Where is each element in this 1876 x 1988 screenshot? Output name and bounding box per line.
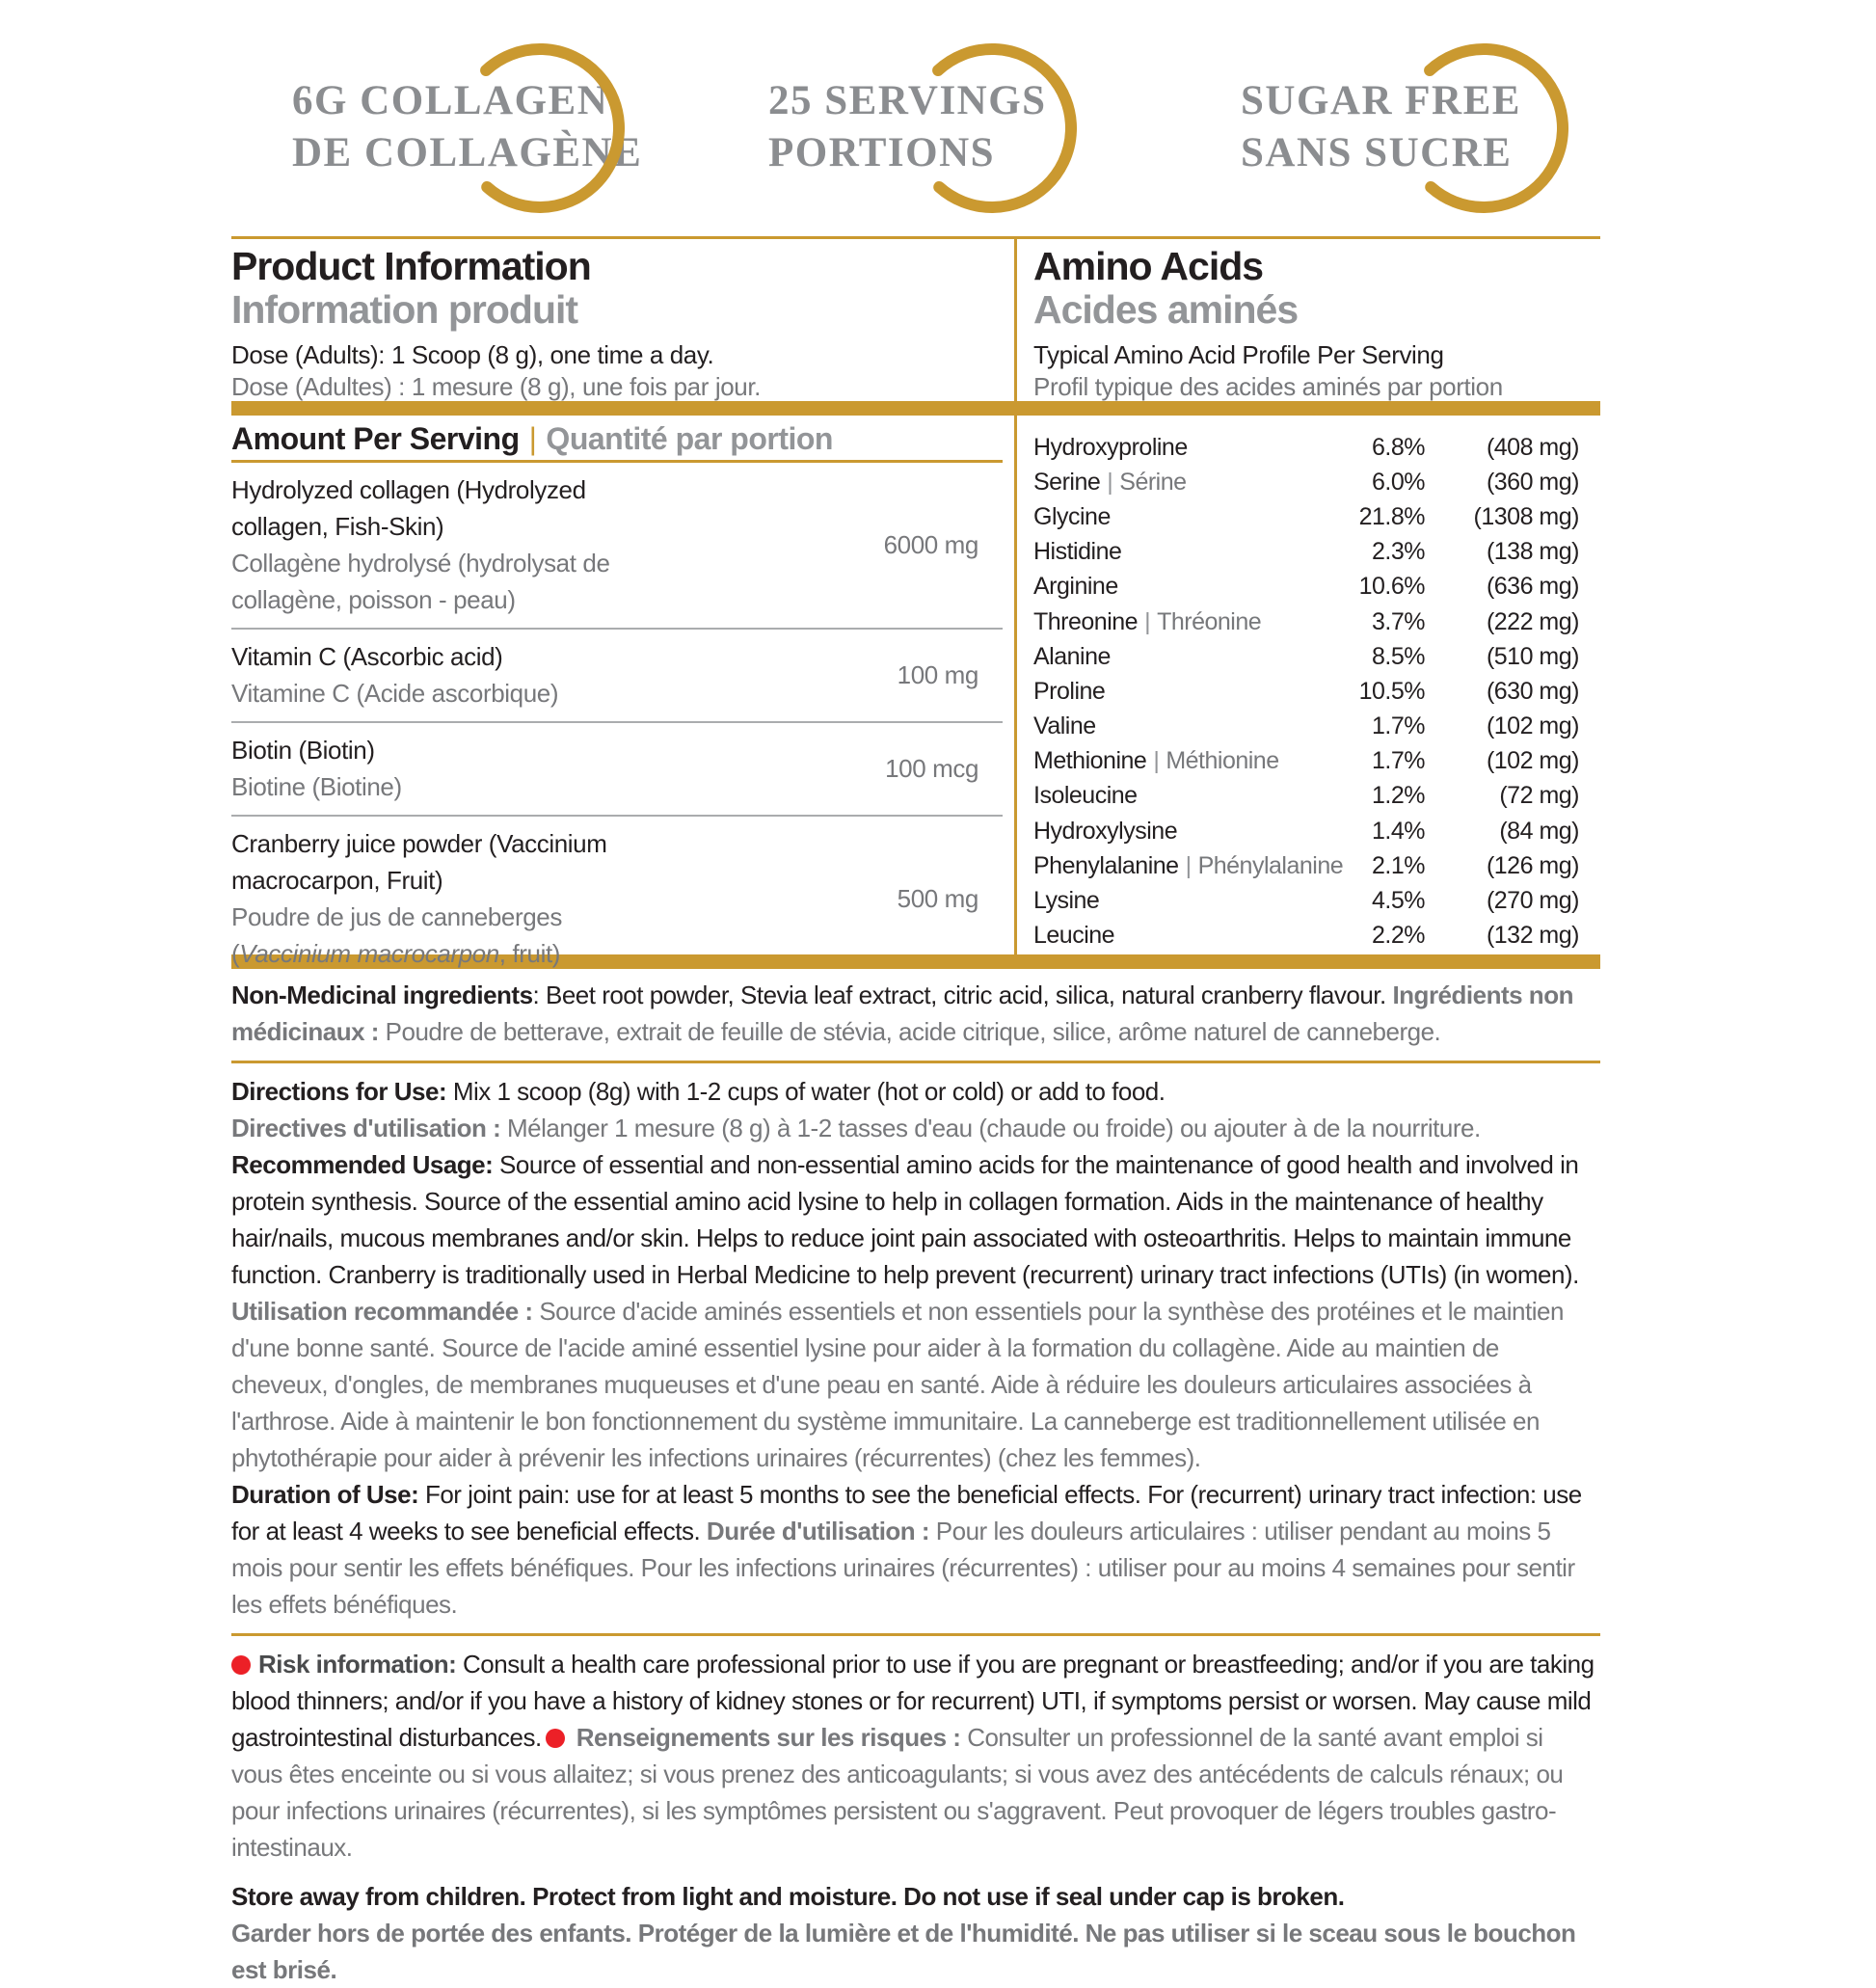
amino-name-en: Isoleucine [1033,782,1138,810]
amino-acid-row [1033,430,1579,465]
duration-of-use-segment: Pour les douleurs articulaires : utiliser pendant au moins 5 mois pour sentir les effets bénéfiques. Pour les infections urinaires (récurrentes) : utiliser pour au moins 4 semaines pour sentir les effets bénéfiques. [231,1517,1575,1619]
directives-utilisation-segment: Mélanger 1 mesure (8 g) à 1-2 tasses d'eau (chaude ou froide) ou ajouter à de la nourriture. [506,1114,1481,1142]
ingredient-amount: 6000 mg [883,529,978,559]
ingredient-name-en: Cranberry juice powder (Vaccinium macrocarpon, Fruit) [231,829,607,895]
amino-acid-mg: (222 mg) [1486,607,1579,635]
amino-name-fr: Sérine [1119,468,1187,496]
top-gold-rule [231,236,1600,239]
product-information-title-fr: Information produit [231,287,578,332]
ingredient-name-en: Biotin (Biotin) [231,736,375,765]
amino-name-en: Hydroxylysine [1033,817,1178,845]
amino-name-separator: | [1107,468,1113,496]
amino-acid-percent: 1.4% [1372,817,1425,845]
badge-collagen-line1: 6G COLLAGEN [292,78,609,123]
amino-acid-mg: (72 mg) [1499,782,1579,810]
amino-acid-row [1033,848,1579,883]
amino-acid-row [1033,639,1579,674]
amino-name-en: Threonine [1033,607,1139,635]
duration-of-use-segment: Duration of Use: [231,1480,425,1509]
ingredient-row [231,817,1003,981]
directions-for-use-segment: Directions for Use: [231,1077,453,1106]
amino-acid-name [1033,573,1319,601]
amino-name-en: Arginine [1033,573,1118,601]
risk-information-segment: Consulter un professionnel de la santé avant emploi si vous êtes enceinte ou si vous allaitez; si vous prenez des anticoagulants; si vous avez des antécédents de calculs rénaux; ou pour infections urinaires (récurrentes), si les symptômes persistent ou s'aggravent. Peut provoquer de légers troubles gastro-intestinaux. [231,1723,1564,1862]
amino-acids-header [1033,245,1593,403]
amino-acids-title-en: Amino Acids [1033,244,1264,288]
amino-acid-mg: (84 mg) [1499,817,1579,845]
ingredient-name-en: Hydrolyzed collagen (Hydrolyzed collagen, Fish-Skin) [231,475,586,541]
amino-name-en: Hydroxyproline [1033,433,1188,461]
gold-rule-1 [231,1061,1600,1063]
gold-arc-icon [1394,39,1573,218]
amino-name-en: Alanine [1033,642,1111,670]
amino-acid-row [1033,535,1579,570]
amino-acid-mg: (630 mg) [1486,677,1579,705]
amino-acid-percent: 4.5% [1372,887,1425,915]
ingredient-name [231,825,622,972]
recommended-usage-segment: Recommended Usage: [231,1150,500,1179]
amino-acid-name [1033,538,1319,566]
amino-acid-mg: (126 mg) [1486,851,1579,879]
amino-acid-percent: 3.7% [1372,607,1425,635]
directives-utilisation [231,1110,1600,1146]
amino-acid-row [1033,779,1579,814]
amino-acid-name [1033,643,1319,671]
amino-acid-row [1033,674,1579,709]
amino-acid-name [1033,608,1319,636]
ingredient-name-fr [231,899,622,972]
amino-acid-mg: (102 mg) [1486,747,1579,775]
badge-sugarfree-line1: SUGAR FREE [1241,78,1521,123]
gold-bar-top [231,401,1600,416]
column-divider [1014,239,1017,954]
ingredient-name [231,638,622,712]
badge-servings-line2: PORTIONS [768,130,996,175]
ingredient-amount: 100 mcg [885,753,978,783]
amino-acid-name [1033,434,1319,462]
amino-acid-row [1033,919,1579,954]
amino-acids-table [1033,430,1579,954]
amino-acid-name [1033,747,1319,775]
risk-information [231,1646,1600,1866]
utilisation-recommandee-segment: Source d'acide aminés essentiels et non essentiels pour la synthèse des protéines et le maintien d'une bonne santé. Source de l'acide aminé essentiel lysine pour aider à la formation du collagène. Aide au maintien de cheveux, d'ongles, de membranes muqueuses et d'une peau en santé. Aide à réduire les douleurs articulaires associées à l'arthrose. Aide à maintenir le bon fonctionnement du système immunitaire. La canneberge est traditionnellement utilisée en phytothérapie pour aider à prévenir les infections urinaires (récurrentes) (chez les femmes). [231,1297,1564,1472]
amino-name-separator: | [1144,607,1151,635]
amino-acid-row [1033,499,1579,534]
amino-acid-row [1033,465,1579,499]
non-medicinal-ingredients [231,977,1600,1050]
amino-acid-row [1033,570,1579,604]
product-information-header [231,245,993,403]
amino-acid-name [1033,678,1319,706]
risk-bullet-icon [546,1729,565,1748]
risk-bullet-icon [231,1655,251,1675]
amino-name-en: Glycine [1033,502,1111,530]
amino-name-en: Valine [1033,712,1096,740]
gold-rule-2 [231,1633,1600,1636]
amino-acid-mg: (510 mg) [1486,642,1579,670]
amount-per-serving-header [231,421,833,457]
amino-acid-mg: (138 mg) [1486,538,1579,566]
non-medicinal-ingredients-segment: Non-Medicinal ingredients [231,981,533,1009]
amino-acid-percent: 2.2% [1372,922,1425,950]
ingredient-name [231,471,622,618]
amino-name-en: Proline [1033,677,1106,705]
non-medicinal-ingredients-segment: Poudre de betterave, extrait de feuille de stévia, acide citrique, silice, arôme naturel de canneberge. [385,1017,1441,1046]
ingredients-table [231,463,1003,981]
amino-name-en: Phenylalanine [1033,851,1179,879]
amino-acid-name [1033,851,1344,880]
non-medicinal-ingredients-segment: Ingrédients non médicinaux : [231,981,1573,1046]
amino-name-en: Serine [1033,468,1101,496]
amino-acids-title-fr: Acides aminés [1033,287,1299,332]
amino-acid-percent: 1.7% [1372,712,1425,740]
recommended-usage [231,1146,1600,1293]
amino-name-en: Leucine [1033,922,1115,950]
duration-of-use [231,1476,1600,1623]
amino-acid-percent: 1.2% [1372,782,1425,810]
amino-name-fr: Méthionine [1166,747,1279,775]
ingredient-fr-text: Vitamine C (Acide ascorbique) [231,679,559,708]
badge-servings-line1: 25 SERVINGS [768,78,1047,123]
ingredient-fr-text: Poudre de jus de canneberges ( [231,902,562,968]
amino-acid-mg: (636 mg) [1486,573,1579,601]
ingredient-name [231,732,622,805]
amino-name-fr: Phénylalanine [1197,851,1344,879]
amino-acid-row [1033,744,1579,779]
dose-fr: Dose (Adultes) : 1 mesure (8 g), une fois par jour. [231,372,761,401]
amino-profile-sub-fr: Profil typique des acides aminés par portion [1033,372,1503,401]
amino-acid-percent: 2.3% [1372,538,1425,566]
utilisation-recommandee [231,1293,1600,1476]
amino-acid-percent: 8.5% [1372,642,1425,670]
utilisation-recommandee-segment: Utilisation recommandée : [231,1297,540,1326]
amino-acid-mg: (360 mg) [1486,468,1579,496]
amino-acid-name [1033,503,1319,531]
ingredient-name-fr [231,545,622,618]
amino-acid-percent: 1.7% [1372,747,1425,775]
directives-utilisation-segment: Directives d'utilisation : [231,1114,507,1142]
amino-name-en: Histidine [1033,538,1122,566]
ingredient-amount: 500 mg [897,883,978,913]
storage-warning-segment: Garder hors de portée des enfants. Protéger de la lumière et de l'humidité. Ne pas utiliser si le sceau sous le bouchon est brisé. [231,1919,1576,1984]
amino-name-separator: | [1185,851,1192,879]
amino-profile-sub-en: Typical Amino Acid Profile Per Serving [1033,340,1444,369]
amino-acid-name [1033,469,1319,497]
amino-acid-mg: (132 mg) [1486,922,1579,950]
amino-acid-row [1033,814,1579,848]
label-text-sections [231,977,1600,1988]
amino-acid-percent: 2.1% [1372,851,1425,879]
ingredient-name-en: Vitamin C (Ascorbic acid) [231,642,503,671]
ingredient-fr-latin-name: Vaccinium macrocarpon [239,939,499,968]
amino-acid-name [1033,818,1319,846]
amino-acid-row [1033,604,1579,639]
gold-arc-icon [902,39,1082,218]
amount-header-fr: Quantité par portion [546,421,833,456]
amount-header-en: Amount Per Serving [231,421,520,456]
ingredient-row [231,463,1003,630]
ingredient-row [231,723,1003,817]
amino-name-fr: Thréonine [1157,607,1262,635]
badge-collagen-line2: DE COLLAGÈNE [292,130,643,175]
recommended-usage-segment: Source of essential and non-essential amino acids for the maintenance of good health and involved in protein synthesis. Source of the essential amino acid lysine to help in collagen formation. Aids in the maintenance of healthy hair/nails, mucous membranes and/or skin. Helps to reduce joint pain associated with osteoarthritis. Helps to maintain immune function. Cranberry is traditionally used in Herbal Medicine to help prevent (recurrent) urinary tract infections (UTIs) (in women). [231,1150,1579,1289]
amino-acid-percent: 6.8% [1372,433,1425,461]
badge-sugarfree-line2: SANS SUCRE [1241,130,1513,175]
amino-acid-mg: (1308 mg) [1473,502,1579,530]
risk-information-segment: Renseignements sur les risques : [576,1723,968,1752]
amount-header-separator: | [528,421,537,456]
product-information-title-en: Product Information [231,244,591,288]
amino-acid-name [1033,712,1319,740]
risk-information-segment: Consult a health care professional prior to use if you are pregnant or breastfeeding; and/or if you are taking blood thinners; and/or if you have a history of kidney stones or for recurrent) UTI, if symptoms persist or worsen. May cause mild gastrointestinal disturbances. [231,1650,1595,1752]
amino-acid-mg: (102 mg) [1486,712,1579,740]
directions-for-use [231,1073,1600,1110]
ingredient-fr-text-end: , fruit) [498,939,561,968]
amino-acid-percent: 10.5% [1358,677,1425,705]
amino-acid-name [1033,922,1319,950]
duration-of-use-segment: Durée d'utilisation : [706,1517,936,1545]
amino-name-separator: | [1153,747,1160,775]
ingredient-row [231,630,1003,723]
amino-acid-percent: 10.6% [1358,573,1425,601]
amino-acid-mg: (408 mg) [1486,433,1579,461]
amino-acid-row [1033,883,1579,918]
risk-information-segment: Risk information: [258,1650,464,1679]
ingredient-fr-text: Collagène hydrolysé (hydrolysat de collagène, poisson - peau) [231,549,610,614]
amino-acid-name [1033,782,1319,810]
dose-en: Dose (Adults): 1 Scoop (8 g), one time a day. [231,340,714,369]
ingredient-amount: 100 mg [897,659,978,689]
storage-warning [231,1878,1600,1988]
amino-name-en: Lysine [1033,887,1100,915]
gold-arc-icon [450,39,630,218]
non-medicinal-ingredients-segment: : Beet root powder, Stevia leaf extract, citric acid, silica, natural cranberry flavour. [532,981,1393,1009]
amino-acid-percent: 6.0% [1372,468,1425,496]
storage-warning-segment: Store away from children. Protect from light and moisture. Do not use if seal under cap is broken. [231,1882,1345,1911]
amino-acid-name [1033,887,1319,915]
amino-acid-mg: (270 mg) [1486,887,1579,915]
duration-of-use-segment: For joint pain: use for at least 5 months to see the beneficial effects. For (recurrent) urinary tract infection: use for at least 4 weeks to see beneficial effects. [231,1480,1582,1545]
amino-name-en: Methionine [1033,747,1147,775]
ingredient-name-fr [231,768,622,805]
directions-for-use-segment: Mix 1 scoop (8g) with 1-2 cups of water (hot or cold) or add to food. [452,1077,1166,1106]
amino-acid-percent: 21.8% [1358,502,1425,530]
amino-acid-row [1033,710,1579,744]
ingredient-name-fr [231,675,622,712]
ingredient-fr-text: Biotine (Biotine) [231,772,402,801]
